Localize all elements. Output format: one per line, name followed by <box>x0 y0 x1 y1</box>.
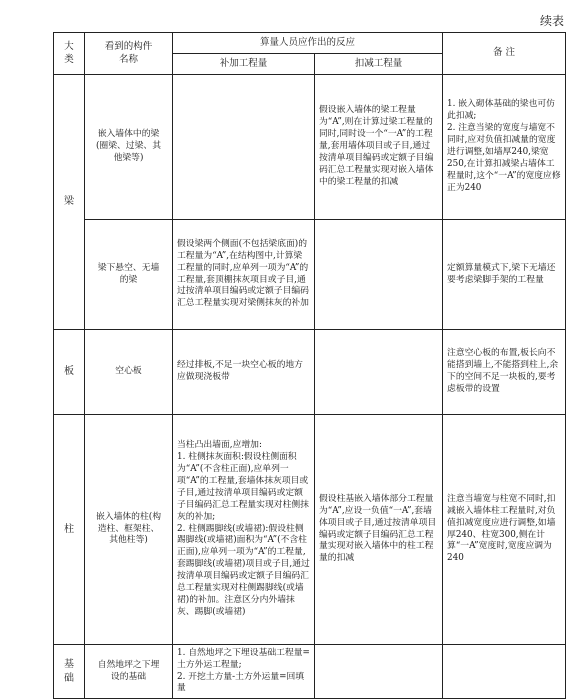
category-cell: 柱 <box>54 415 85 645</box>
quantity-adjustment-table <box>53 32 566 699</box>
add-cell <box>173 75 315 220</box>
table-row <box>54 415 566 645</box>
deduct-cell: 假设柱基嵌入墙体部分工程量为“A”,应设一负值“一A”,套墙体项目或子目,通过按清单项目编码或定额子目编码汇总工程量实现对嵌入墙体中的柱工程量的扣减 <box>315 415 443 645</box>
category-cell: 基 础 <box>54 645 85 699</box>
remark-cell: 1. 嵌入砌体基础的梁也可仿此扣减; 2. 注意当梁的宽度与墙宽不同时,应对负值扣减量的宽度进行调整,如墙厚240,梁宽250,在计算扣减梁占墙体工程量时,这个“一A”的宽度应修正为240 <box>443 75 566 220</box>
header-add: 补加工程量 <box>173 54 315 75</box>
add-cell: 1. 自然地坪之下埋设基础工程量=土方外运工程量; 2. 开挖土方量-土方外运量=回填量 <box>173 645 315 699</box>
header-component: 看到的构件 名称 <box>85 33 173 75</box>
header-response-group: 算量人员应作出的反应 <box>173 33 443 54</box>
component-cell: 嵌入墙体的柱(构造柱、框架柱、其他柱等) <box>85 415 173 645</box>
component-cell: 自然地坪之下埋设的基础 <box>85 645 173 699</box>
add-cell: 经过排板,不足一块空心板的地方应做现浇板带 <box>173 330 315 415</box>
component-cell: 梁下悬空、无墙的梁 <box>85 220 173 330</box>
component-cell: 空心板 <box>85 330 173 415</box>
add-cell: 假设梁两个侧面(不包括梁底面)的工程量为“A”,在结构图中,计算梁工程量的同时,应单列一项为“A”的工程量,套顶棚抹灰项目或子目,通过按清单项目编码或定额子目编码汇总工程量实现对梁侧抹灰的补加 <box>173 220 315 330</box>
deduct-cell <box>315 220 443 330</box>
remark-cell <box>443 645 566 699</box>
deduct-cell <box>315 645 443 699</box>
continued-label: 续表 <box>539 14 564 28</box>
deduct-cell: 假设嵌入墙体的梁工程量为“A”,则在计算过梁工程量的同时,同时设一个“一A”的工程量,套用墙体项目或子目,通过按清单项目编码或定额子目编码汇总工程量实现对嵌入墙体中的梁工程量的扣减 <box>315 75 443 220</box>
header-remark: 备 注 <box>443 33 566 75</box>
remark-cell: 定额算量模式下,梁下无墙还要考虑梁脚手架的工程量 <box>443 220 566 330</box>
deduct-cell <box>315 330 443 415</box>
component-cell: 嵌入墙体中的梁(圈梁、过梁、其他梁等) <box>85 75 173 220</box>
header-category: 大 类 <box>54 33 85 75</box>
category-cell: 板 <box>54 330 85 415</box>
category-cell: 梁 <box>54 75 85 330</box>
table-row <box>54 645 566 699</box>
remark-cell: 注意当墙宽与柱宽不同时,扣减嵌入墙体柱工程量时,对负值扣减宽度应进行调整,如墙厚240、柱宽300,侧在计算“一A”宽度时,宽度应调为240 <box>443 415 566 645</box>
table-row <box>54 75 566 220</box>
add-cell: 当柱凸出墙面,应增加: 1. 柱侧抹灰面积:假设柱侧面积为“A”(不含柱正面),应单列一项“A”的工程量,套墙体抹灰项目或子目,通过按清单项目编码或定额子目编码汇总工程量实现对柱侧抹灰的补加; 2. 柱侧踢脚线(或墙裙):假设柱侧踢脚线(或墙裙)面积为“A”(不含柱正面),应单列一项为“A”的工程量,套踢脚线(或墙裙)项目或子目,通过按清单项目编码或定额子目编码汇总工程量实现对柱侧踢脚线(或墙裙)的补加。注意区分内外墙抹灰、踢脚(或墙裙) <box>173 415 315 645</box>
remark-cell: 注意空心板的布置,板长向不能搭到墙上,不能搭到柱上,余下的空间不足一块板的,要考虑板带的设置 <box>443 330 566 415</box>
table-row <box>54 330 566 415</box>
header-deduct: 扣减工程量 <box>315 54 443 75</box>
table-row <box>54 220 566 330</box>
